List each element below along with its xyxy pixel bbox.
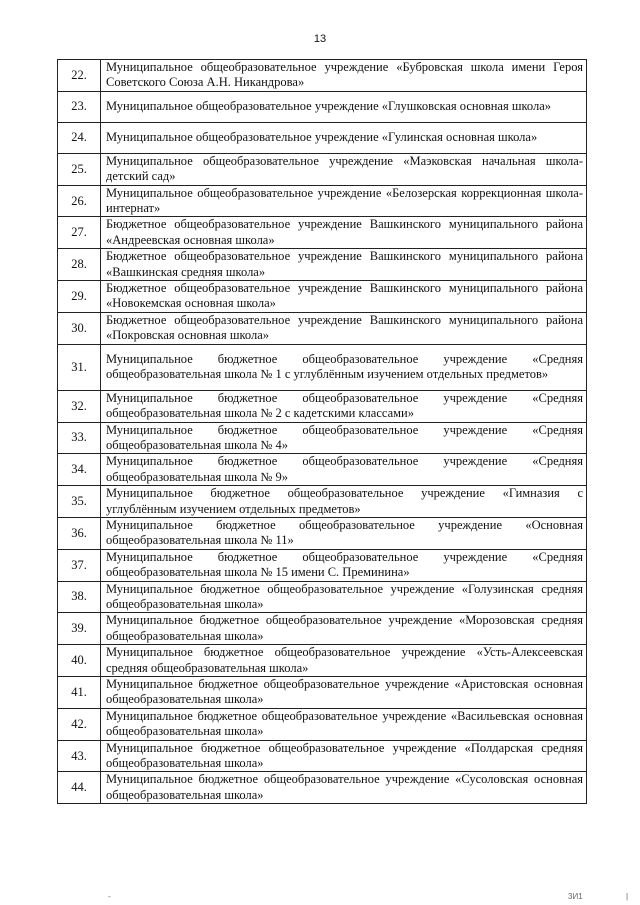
- table-row: [58, 645, 587, 677]
- row-number: 22.: [58, 60, 101, 92]
- row-number: 24.: [58, 122, 101, 153]
- institution-name: Муниципальное бюджетное общеобразовательное учреждение «Средняя общеобразовательная школа № 1 с углублённым изучением отдельных предметов»: [101, 344, 587, 390]
- row-number: 39.: [58, 613, 101, 645]
- footer-mark-left: -: [108, 892, 111, 901]
- table-row: [58, 122, 587, 153]
- table-row: [58, 153, 587, 185]
- institution-name: Муниципальное бюджетное общеобразовательное учреждение «Средняя общеобразовательная школа № 2 с кадетскими классами»: [101, 390, 587, 422]
- row-number: 33.: [58, 422, 101, 454]
- row-number: 25.: [58, 153, 101, 185]
- row-number: 31.: [58, 344, 101, 390]
- institution-name: Муниципальное бюджетное общеобразовательное учреждение «Средняя общеобразовательная школа № 4»: [101, 422, 587, 454]
- institution-name: Муниципальное бюджетное общеобразовательное учреждение «Средняя общеобразовательная школа № 15 имени С. Преминина»: [101, 549, 587, 581]
- institution-name: Муниципальное бюджетное общеобразовательное учреждение «Васильевская основная общеобразовательная школа»: [101, 708, 587, 740]
- table-row: [58, 390, 587, 422]
- institution-name: Муниципальное бюджетное общеобразовательное учреждение «Гимназия с углублённым изучением отдельных предметов»: [101, 486, 587, 518]
- institution-name: Бюджетное общеобразовательное учреждение Вашкинского муниципального района «Покровская основная школа»: [101, 312, 587, 344]
- row-number: 44.: [58, 772, 101, 804]
- table-row: [58, 91, 587, 122]
- institution-name: Муниципальное бюджетное общеобразовательное учреждение «Сусоловская основная общеобразовательная школа»: [101, 772, 587, 804]
- institution-name: Муниципальное общеобразовательное учреждение «Маэковская начальная школа-детский сад»: [101, 153, 587, 185]
- row-number: 29.: [58, 281, 101, 313]
- table-row: [58, 581, 587, 613]
- institution-name: Муниципальное бюджетное общеобразовательное учреждение «Усть-Алексеевская средняя общеобразовательная школа»: [101, 645, 587, 677]
- row-number: 34.: [58, 454, 101, 486]
- institution-name: Муниципальное общеобразовательное учреждение «Бубровская школа имени Героя Советского Союза А.Н. Никандрова»: [101, 60, 587, 92]
- table-row: [58, 454, 587, 486]
- institution-name: Бюджетное общеобразовательное учреждение Вашкинского муниципального района «Новокемская основная школа»: [101, 281, 587, 313]
- institution-name: Муниципальное бюджетное общеобразовательное учреждение «Морозовская средняя общеобразовательная школа»: [101, 613, 587, 645]
- table-row: [58, 281, 587, 313]
- table-row: [58, 422, 587, 454]
- table-row: [58, 772, 587, 804]
- table-row: [58, 517, 587, 549]
- institution-name: Муниципальное общеобразовательное учреждение «Белозерская коррекционная школа-интернат»: [101, 185, 587, 217]
- table-row: [58, 549, 587, 581]
- table-row: [58, 708, 587, 740]
- row-number: 38.: [58, 581, 101, 613]
- table-row: [58, 249, 587, 281]
- row-number: 43.: [58, 740, 101, 772]
- institution-name: Муниципальное общеобразовательное учреждение «Гулинская основная школа»: [101, 122, 587, 153]
- footer-mark-edge: |: [626, 892, 629, 901]
- institution-name: Бюджетное общеобразовательное учреждение Вашкинского муниципального района «Андреевская основная школа»: [101, 217, 587, 249]
- table-row: [58, 677, 587, 709]
- table-row: [58, 613, 587, 645]
- row-number: 27.: [58, 217, 101, 249]
- row-number: 30.: [58, 312, 101, 344]
- footer-mark-right: 3И1: [568, 892, 583, 901]
- table-row: [58, 486, 587, 518]
- table-row: [58, 217, 587, 249]
- institution-name: Муниципальное бюджетное общеобразовательное учреждение «Средняя общеобразовательная школа № 9»: [101, 454, 587, 486]
- row-number: 36.: [58, 517, 101, 549]
- table-row: [58, 312, 587, 344]
- table-row: [58, 344, 587, 390]
- row-number: 23.: [58, 91, 101, 122]
- institution-name: Муниципальное бюджетное общеобразовательное учреждение «Основная общеобразовательная школа № 11»: [101, 517, 587, 549]
- page-number: 13: [313, 33, 327, 45]
- institution-name: Бюджетное общеобразовательное учреждение Вашкинского муниципального района «Вашкинская средняя школа»: [101, 249, 587, 281]
- institution-name: Муниципальное бюджетное общеобразовательное учреждение «Аристовская основная общеобразовательная школа»: [101, 677, 587, 709]
- institution-name: Муниципальное бюджетное общеобразовательное учреждение «Голузинская средняя общеобразовательная школа»: [101, 581, 587, 613]
- row-number: 32.: [58, 390, 101, 422]
- row-number: 28.: [58, 249, 101, 281]
- row-number: 40.: [58, 645, 101, 677]
- institution-name: Муниципальное общеобразовательное учреждение «Глушковская основная школа»: [101, 91, 587, 122]
- row-number: 35.: [58, 486, 101, 518]
- table-row: [58, 60, 587, 92]
- row-number: 37.: [58, 549, 101, 581]
- institution-name: Муниципальное бюджетное общеобразовательное учреждение «Полдарская средняя общеобразовательная школа»: [101, 740, 587, 772]
- row-number: 42.: [58, 708, 101, 740]
- table-row: [58, 740, 587, 772]
- row-number: 41.: [58, 677, 101, 709]
- row-number: 26.: [58, 185, 101, 217]
- table-row: [58, 185, 587, 217]
- institutions-table: [57, 59, 587, 804]
- institutions-table-body: [58, 60, 587, 804]
